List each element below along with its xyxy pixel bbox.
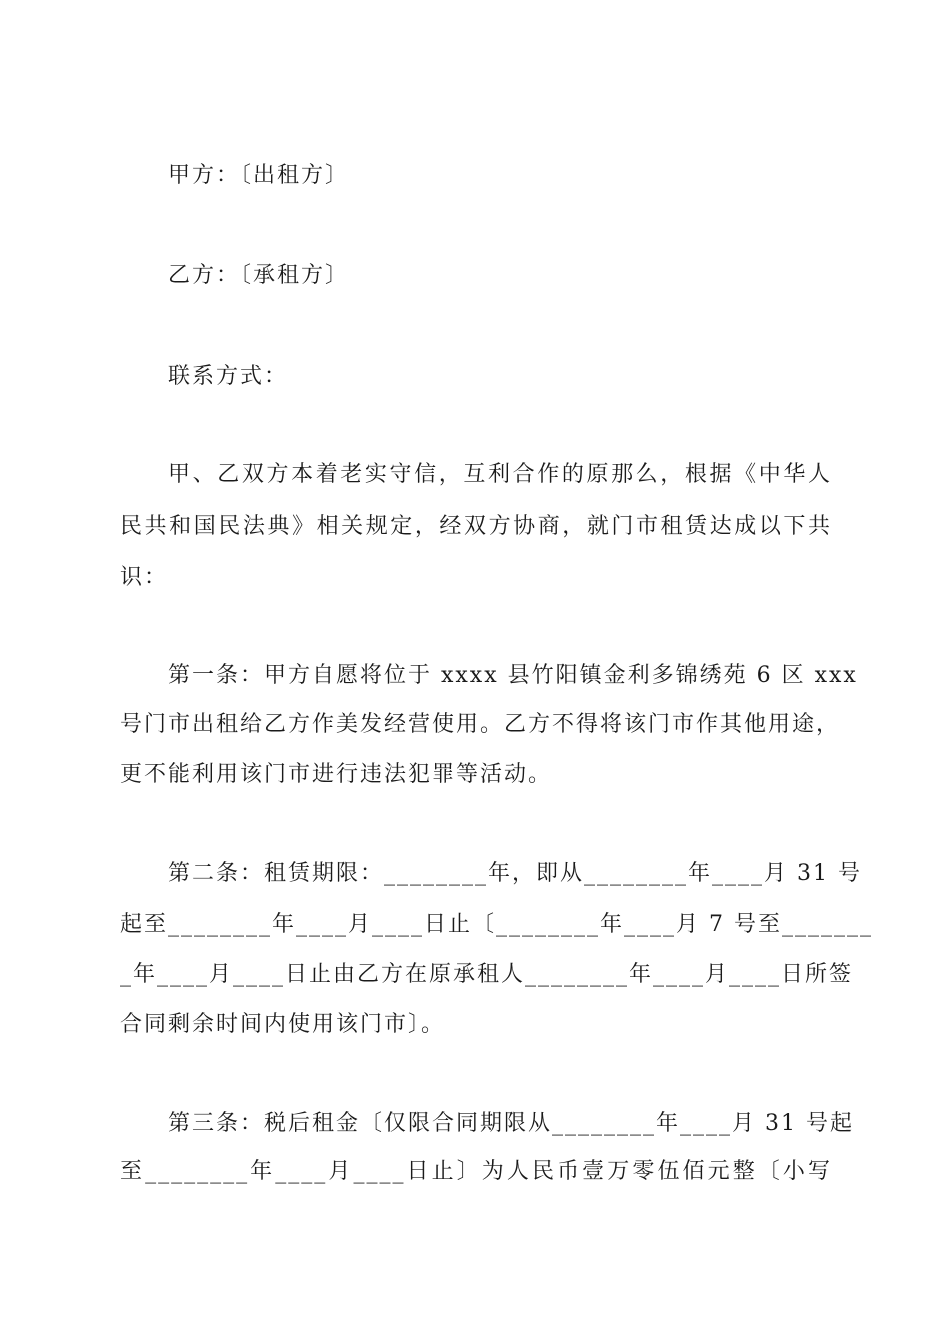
article2-line-4: 合同剩余时间内使用该门市〕。 [120, 1012, 446, 1037]
intro-line-3: 识： [120, 565, 169, 590]
contact-line: 联系方式： [168, 364, 289, 389]
party-b-line: 乙方：〔承租方〕 [168, 263, 350, 288]
article3-line-1: 第三条：税后租金〔仅限合同期限从________年____月 31 号起 [168, 1111, 854, 1136]
article1-line-1: 第一条：甲方自愿将位于 xxxx 县竹阳镇金利多锦绣苑 6 区 xxx [168, 663, 858, 688]
article1-line-2: 号门市出租给乙方作美发经营使用。乙方不得将该门市作其他用途， [120, 712, 841, 737]
intro-line-1: 甲、乙双方本着老实守信，互利合作的原那么，根据《中华人 [168, 462, 832, 487]
party-a-line: 甲方：〔出租方〕 [168, 163, 350, 188]
article3-line-2: 至________年____月____日止〕为人民币壹万零伍佰元整〔小写 [120, 1159, 832, 1184]
article1-line-3: 更不能利用该门市进行违法犯罪等活动。 [120, 762, 553, 787]
article2-line-3: _年____月____日止由乙方在原承租人________年____月____日所签 [120, 962, 854, 987]
article2-line-1: 第二条：租赁期限：________年，即从________年____月 31 号 [168, 861, 862, 886]
intro-line-2: 民共和国民法典》相关规定，经双方协商，就门市租赁达成以下共 [120, 514, 832, 539]
article2-line-2: 起至________年____月____日止〔________年____月 7 号至_______ [120, 912, 873, 937]
